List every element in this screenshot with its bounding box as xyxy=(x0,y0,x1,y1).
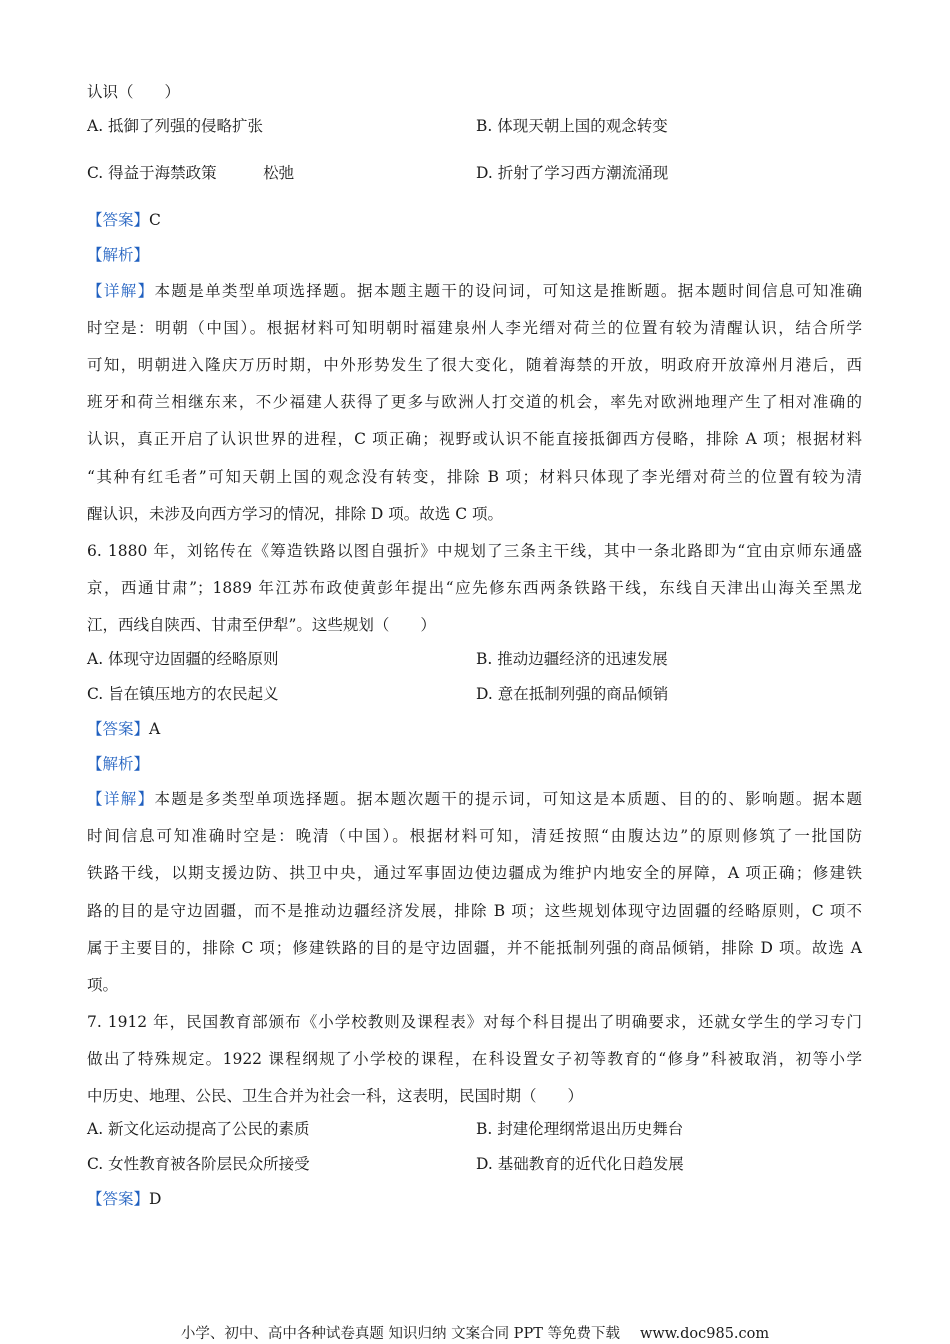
q5-detail-line: 【详解】本题是单类型单项选择题。据本题主题干的设问词，可知这是推断题。据本题时间信息可知准确 xyxy=(87,282,862,300)
q7-option-c: C. 女性教育被各阶层民众所接受 xyxy=(87,1155,310,1173)
answer-tag: 【答案】 xyxy=(87,1190,150,1208)
q6-analysis-tag: 【解析】 xyxy=(87,755,150,773)
q5-option-b: B. 体现天朝上国的观念转变 xyxy=(476,117,668,135)
q7-option-a: A. 新文化运动提高了公民的素质 xyxy=(87,1120,310,1138)
q6-detail-line: 铁路干线，以期支援边防、拱卫中央，通过军事固边使边疆成为维护内地安全的屏障，A 项正确；修建铁 xyxy=(87,864,862,882)
q7-stem-line: 7. 1912 年，民国教育部颁布《小学校教则及课程表》对每个科目提出了明确要求，还就女学生的学习专门 xyxy=(87,1013,862,1031)
answer-value: A xyxy=(149,720,161,738)
answer-value: D xyxy=(149,1190,162,1208)
footer-url[interactable]: www.doc985.com xyxy=(639,1326,770,1342)
footer-text: 小学、初中、高中各种试卷真题 知识归纳 文案合同 PPT 等免费下载 xyxy=(180,1326,620,1342)
q5-detail-line: 醒认识，未涉及向西方学习的情况，排除 D 项。故选 C 项。 xyxy=(87,505,503,523)
detail-tag: 【详解】 xyxy=(87,790,155,808)
q5-answer xyxy=(87,209,862,231)
q6-option-b: B. 推动边疆经济的迅速发展 xyxy=(476,650,668,668)
q5-option-c: C. 得益于海禁政策 松弛 xyxy=(87,164,295,182)
q6-answer xyxy=(87,718,862,740)
q6-detail-line: 路的目的是守边固疆，而不是推动边疆经济发展，排除 B 项；这些规划体现守边固疆的经略原则，C 项不 xyxy=(87,902,862,920)
answer-value: C xyxy=(149,211,161,229)
page-footer xyxy=(0,1322,950,1343)
q5-detail-line: 可知，明朝进入隆庆万历时期，中外形势发生了很大变化，随着海禁的开放，明政府开放漳州月港后，西 xyxy=(87,356,862,374)
q5-detail-line: “其种有红毛者”可知天朝上国的观念没有转变，排除 B 项；材料只体现了李光缙对荷兰的位置有较为清 xyxy=(87,468,862,486)
q6-detail-line: 属于主要目的，排除 C 项；修建铁路的目的是守边固疆，并不能抵制列强的商品倾销，排除 D 项。故选 A xyxy=(87,939,862,957)
q6-detail-line: 【详解】本题是多类型单项选择题。据本题次题干的提示词，可知这是本质题、目的的、影响题。据本题 xyxy=(87,790,862,808)
q5-stem-tail: 认识（ ） xyxy=(87,83,181,101)
q6-option-c: C. 旨在镇压地方的农民起义 xyxy=(87,685,279,703)
q5-option-a: A. 抵御了列强的侵略扩张 xyxy=(87,117,264,135)
q7-option-d: D. 基础教育的近代化日趋发展 xyxy=(476,1155,684,1173)
detail-tag: 【详解】 xyxy=(87,282,155,300)
q7-answer xyxy=(87,1188,862,1210)
q5-analysis-tag: 【解析】 xyxy=(87,246,150,264)
q5-detail-line: 时空是：明朝（中国）。根据材料可知明朝时福建泉州人李光缙对荷兰的位置有较为清醒认识，结合所学 xyxy=(87,319,862,337)
q6-stem-line: 江，西线自陕西、甘肃至伊犁”。这些规划（ ） xyxy=(87,616,436,634)
q6-stem-line: 京，西通甘肃”；1889 年江苏布政使黄彭年提出“应先修东西两条铁路干线，东线自天津出山海关至黑龙 xyxy=(87,579,862,597)
q5-detail-line: 认识，真正开启了认识世界的进程，C 项正确；视野或认识不能直接抵御西方侵略，排除 A 项；根据材料 xyxy=(87,430,862,448)
q5-option-d: D. 折射了学习西方潮流涌现 xyxy=(476,164,669,182)
q7-stem-line: 做出了特殊规定。1922 课程纲规了小学校的课程，在科设置女子初等教育的“修身”科被取消，初等小学 xyxy=(87,1050,862,1068)
q6-detail-line: 时间信息可知准确时空是：晚清（中国）。根据材料可知，清廷按照“由腹达边”的原则修筑了一批国防 xyxy=(87,827,862,845)
answer-tag: 【答案】 xyxy=(87,211,150,229)
q6-detail-line: 项。 xyxy=(87,976,119,994)
q6-stem-line: 6. 1880 年，刘铭传在《筹造铁路以图自强折》中规划了三条主干线，其中一条北路即为“宜由京师东通盛 xyxy=(87,542,862,560)
q7-stem-line: 中历史、地理、公民、卫生合并为社会一科，这表明，民国时期（ ） xyxy=(87,1087,584,1105)
q6-option-d: D. 意在抵制列强的商品倾销 xyxy=(476,685,669,703)
q5-detail-line: 班牙和荷兰相继东来，不少福建人获得了更多与欧洲人打交道的机会，率先对欧洲地理产生了相对准确的 xyxy=(87,393,862,411)
answer-tag: 【答案】 xyxy=(87,720,150,738)
q6-option-a: A. 体现守边固疆的经略原则 xyxy=(87,650,279,668)
q7-option-b: B. 封建伦理纲常退出历史舞台 xyxy=(476,1120,684,1138)
